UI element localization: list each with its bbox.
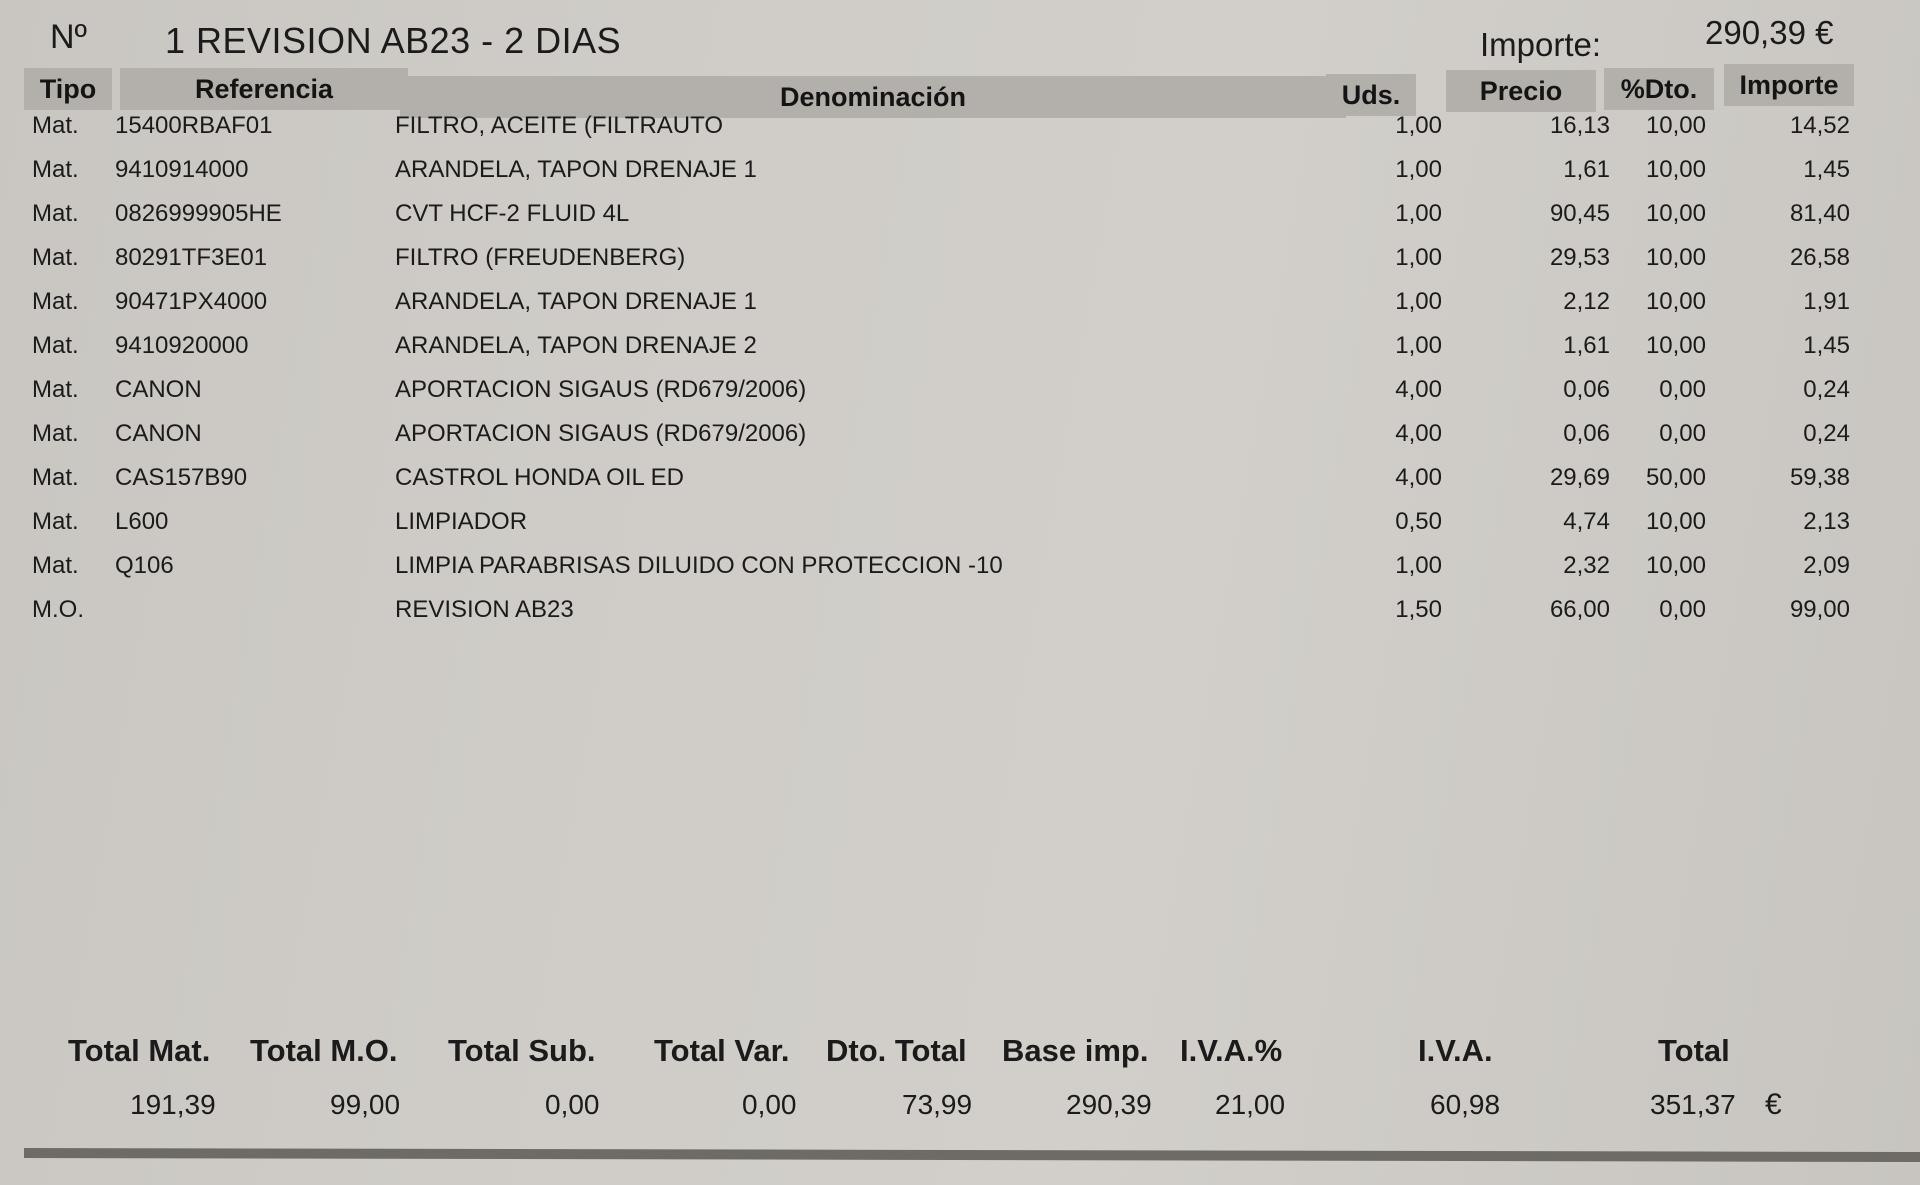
cell-tipo: Mat. [32, 288, 79, 315]
total-mat-label: Total Mat. [68, 1033, 211, 1068]
iva-label: I.V.A. [1418, 1033, 1493, 1068]
cell-dto: 10,00 [1645, 332, 1706, 359]
table-row [0, 112, 1920, 156]
cell-dto: 0,00 [1659, 420, 1706, 447]
cell-dto: 10,00 [1645, 156, 1706, 183]
cell-uds: 1,00 [1395, 112, 1442, 139]
document-header [50, 14, 1870, 74]
cell-dto: 10,00 [1645, 508, 1706, 535]
cell-precio: 0,06 [1563, 420, 1610, 447]
cell-denominacion: ARANDELA, TAPON DRENAJE 1 [395, 288, 757, 315]
table-row [0, 508, 1920, 552]
cell-denominacion: REVISION AB23 [395, 596, 574, 623]
column-header-uds: Uds. [1326, 74, 1416, 116]
cell-denominacion: LIMPIA PARABRISAS DILUIDO CON PROTECCION -10 [395, 552, 1003, 579]
iva-value: 60,98 [1430, 1089, 1501, 1120]
cell-referencia: L600 [115, 508, 169, 535]
cell-importe: 0,24 [1803, 420, 1850, 447]
cell-precio: 29,53 [1549, 244, 1610, 271]
cell-precio: 29,69 [1549, 464, 1610, 491]
cell-uds: 4,00 [1395, 464, 1442, 491]
cell-uds: 1,00 [1395, 244, 1442, 271]
cell-dto: 0,00 [1659, 376, 1706, 403]
table-row [0, 200, 1920, 244]
cell-referencia: CAS157B90 [115, 464, 248, 491]
cell-importe: 0,24 [1803, 376, 1850, 403]
cell-referencia: 0826999905HE [115, 200, 282, 227]
totals-section [0, 1025, 1920, 1145]
total-sub-label: Total Sub. [448, 1033, 596, 1068]
total-mat-value: 191,39 [130, 1089, 216, 1120]
cell-precio: 90,45 [1549, 200, 1610, 227]
base-imp-label: Base imp. [1002, 1033, 1149, 1068]
total-label: Total [1658, 1033, 1730, 1068]
cell-precio: 0,06 [1563, 376, 1610, 403]
cell-denominacion: CVT HCF-2 FLUID 4L [395, 200, 630, 227]
cell-referencia: Q106 [115, 552, 174, 579]
table-row [0, 552, 1920, 596]
cell-precio: 16,13 [1549, 112, 1610, 139]
table-row [0, 464, 1920, 508]
cell-precio: 2,32 [1563, 552, 1610, 579]
cell-precio: 66,00 [1549, 596, 1610, 623]
cell-denominacion: ARANDELA, TAPON DRENAJE 1 [395, 156, 757, 183]
cell-tipo: Mat. [32, 464, 79, 491]
total-var-label: Total Var. [654, 1033, 790, 1068]
cell-tipo: Mat. [32, 156, 79, 183]
cell-uds: 1,00 [1395, 156, 1442, 183]
cell-importe: 1,45 [1803, 156, 1850, 183]
table-row [0, 376, 1920, 420]
column-header-importe: Importe [1724, 64, 1854, 106]
document-title: 1 REVISION AB23 - 2 DIAS [165, 20, 622, 61]
cell-referencia: 15400RBAF01 [115, 112, 273, 139]
cell-denominacion: CASTROL HONDA OIL ED [395, 464, 684, 491]
cell-precio: 2,12 [1563, 288, 1610, 315]
cell-precio: 1,61 [1563, 156, 1610, 183]
cell-tipo: Mat. [32, 332, 79, 359]
cell-uds: 1,00 [1395, 332, 1442, 359]
cell-referencia: 9410914000 [115, 156, 249, 183]
cell-uds: 4,00 [1395, 376, 1442, 403]
cell-importe: 2,13 [1803, 508, 1850, 535]
total-mo-value: 99,00 [330, 1089, 401, 1120]
cell-referencia: 9410920000 [115, 332, 249, 359]
cell-denominacion: APORTACION SIGAUS (RD679/2006) [395, 376, 807, 403]
cell-tipo: Mat. [32, 508, 79, 535]
currency-symbol: € [1765, 1088, 1782, 1121]
iva-pct-value: 21,00 [1215, 1089, 1286, 1120]
column-header-dto: %Dto. [1604, 68, 1714, 110]
cell-denominacion: FILTRO (FREUDENBERG) [395, 244, 686, 271]
cell-denominacion: APORTACION SIGAUS (RD679/2006) [395, 420, 807, 447]
amount-label: Importe: [1480, 26, 1602, 63]
cell-dto: 10,00 [1645, 112, 1706, 139]
total-mo-label: Total M.O. [250, 1033, 398, 1068]
cell-denominacion: LIMPIADOR [395, 508, 528, 535]
table-row [0, 156, 1920, 200]
column-header-tipo: Tipo [24, 68, 112, 110]
table-row [0, 244, 1920, 288]
iva-pct-label: I.V.A.% [1180, 1033, 1283, 1068]
base-imp-value: 290,39 [1066, 1089, 1152, 1120]
cell-dto: 10,00 [1645, 552, 1706, 579]
cell-tipo: M.O. [32, 596, 84, 623]
cell-importe: 1,45 [1803, 332, 1850, 359]
column-header-referencia: Referencia [120, 68, 408, 110]
cell-uds: 1,00 [1395, 200, 1442, 227]
cell-importe: 26,58 [1789, 244, 1850, 271]
cell-dto: 10,00 [1645, 288, 1706, 315]
amount-value: 290,39 € [1705, 14, 1834, 51]
cell-denominacion: FILTRO, ACEITE (FILTRAUTO [395, 112, 724, 139]
cell-uds: 0,50 [1395, 508, 1442, 535]
cell-uds: 4,00 [1395, 420, 1442, 447]
total-sub-value: 0,00 [545, 1089, 600, 1120]
column-header-precio: Precio [1446, 70, 1596, 112]
cell-denominacion: ARANDELA, TAPON DRENAJE 2 [395, 332, 757, 359]
cell-tipo: Mat. [32, 552, 79, 579]
cell-referencia: 80291TF3E01 [115, 244, 268, 271]
cell-importe: 2,09 [1803, 552, 1850, 579]
table-row [0, 420, 1920, 464]
cell-tipo: Mat. [32, 376, 79, 403]
cell-referencia: CANON [115, 420, 202, 447]
cell-tipo: Mat. [32, 112, 79, 139]
cell-referencia: CANON [115, 376, 202, 403]
cell-referencia: 90471PX4000 [115, 288, 268, 315]
cell-importe: 99,00 [1789, 596, 1850, 623]
cell-precio: 1,61 [1563, 332, 1610, 359]
cell-tipo: Mat. [32, 200, 79, 227]
dto-total-label: Dto. Total [826, 1033, 967, 1068]
cell-dto: 0,00 [1659, 596, 1706, 623]
cell-dto: 10,00 [1645, 200, 1706, 227]
column-header-denominacion: Denominación [400, 76, 1346, 118]
cell-dto: 50,00 [1645, 464, 1706, 491]
total-value: 351,37 [1650, 1089, 1736, 1120]
cell-importe: 59,38 [1789, 464, 1850, 491]
cell-uds: 1,00 [1395, 552, 1442, 579]
cell-dto: 10,00 [1645, 244, 1706, 271]
table-header [24, 68, 1864, 112]
cell-tipo: Mat. [32, 244, 79, 271]
table-row [0, 596, 1920, 640]
number-label: Nº [50, 18, 87, 56]
cell-tipo: Mat. [32, 420, 79, 447]
cell-importe: 81,40 [1789, 200, 1850, 227]
cell-uds: 1,50 [1395, 596, 1442, 623]
cell-importe: 1,91 [1803, 288, 1850, 315]
cell-precio: 4,74 [1563, 508, 1610, 535]
cell-uds: 1,00 [1395, 288, 1442, 315]
table-row [0, 332, 1920, 376]
table-row [0, 288, 1920, 332]
bottom-divider [24, 1148, 1920, 1162]
total-var-value: 0,00 [742, 1089, 797, 1120]
cell-importe: 14,52 [1789, 112, 1850, 139]
dto-total-value: 73,99 [902, 1089, 973, 1120]
